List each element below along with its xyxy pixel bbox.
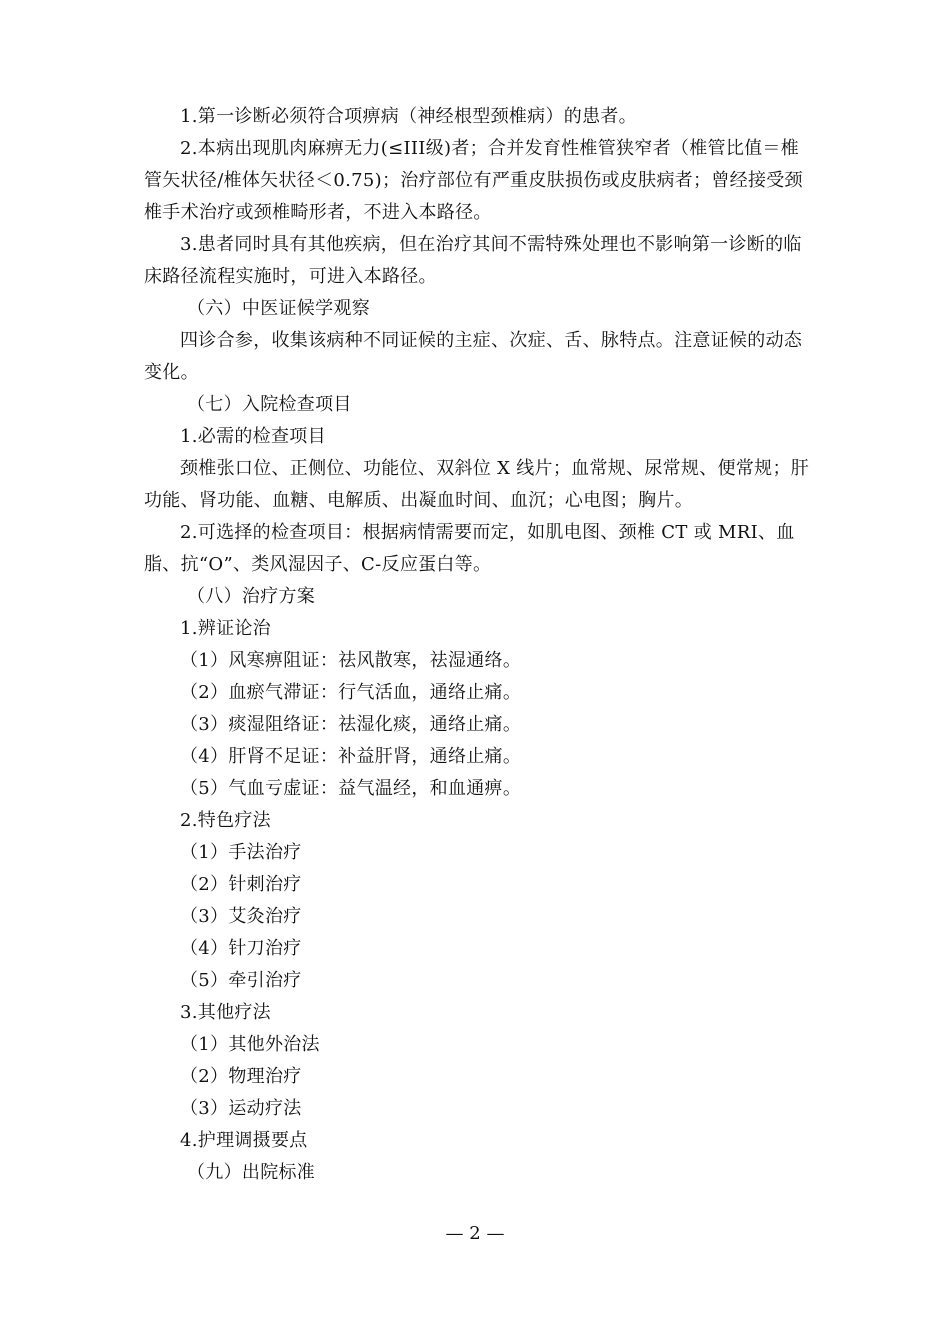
subheading-syndrome-treatment: 1.辨证论治: [180, 618, 271, 639]
subheading-nursing: 4.护理调摄要点: [180, 1130, 308, 1151]
list-item-syndrome-3: （3）痰湿阻络证：祛湿化痰，通络止痛。: [180, 714, 522, 735]
page-number: — 2 —: [445, 1223, 505, 1244]
list-item-therapy-3: （3）艾灸治疗: [180, 906, 302, 927]
paragraph-optional-tests: 2.可选择的检查项目：根据病情需要而定，如肌电图、颈椎 CT 或 MRI、血脂、抗“O”、类风湿因子、C-反应蛋白等。: [144, 522, 795, 575]
list-item-syndrome-5: （5）气血亏虚证：益气温经，和血通痹。: [180, 778, 522, 799]
list-item-syndrome-1: （1）风寒痹阻证：祛风散寒，祛湿通络。: [180, 650, 522, 671]
section-heading-6: （六）中医证候学观察: [187, 298, 370, 319]
list-item-other-2: （2）物理治疗: [180, 1066, 302, 1087]
section-heading-9: （九）出院标准: [187, 1162, 316, 1183]
paragraph-exclusion-2: 2.本病出现肌肉麻痹无力(≤III级)者；合并发育性椎管狭窄者（椎管比值＝椎管矢状径/椎体矢状径＜0.75)；治疗部位有严重皮肤损伤或皮肤病者；曾经接受颈椎手术治疗或颈椎畸形者，不进入本路径。: [144, 138, 803, 223]
paragraph-syndrome-observation: 四诊合参，收集该病种不同证候的主症、次症、舌、脉特点。注意证候的动态变化。: [144, 330, 803, 383]
list-item-syndrome-2: （2）血瘀气滞证：行气活血，通络止痛。: [180, 682, 522, 703]
list-item-therapy-5: （5）牵引治疗: [180, 970, 302, 991]
subheading-required-tests: 1.必需的检查项目: [180, 426, 326, 447]
paragraph-required-tests: 颈椎张口位、正侧位、功能位、双斜位 X 线片；血常规、尿常规、便常规；肝功能、肾功能、血糖、电解质、出凝血时间、血沉；心电图；胸片。: [144, 458, 810, 511]
list-item-syndrome-4: （4）肝肾不足证：补益肝肾，通络止痛。: [180, 746, 522, 767]
list-item-therapy-2: （2）针刺治疗: [180, 874, 302, 895]
section-heading-7: （七）入院检查项目: [187, 394, 352, 415]
paragraph-inclusion-1: 1.第一诊断必须符合项痹病（神经根型颈椎病）的患者。: [180, 106, 637, 127]
list-item-other-1: （1）其他外治法: [180, 1034, 320, 1055]
subheading-other-therapy: 3.其他疗法: [180, 1002, 271, 1023]
list-item-therapy-4: （4）针刀治疗: [180, 938, 302, 959]
paragraph-comorbidity-3: 3.患者同时具有其他疾病，但在治疗其间不需特殊处理也不影响第一诊断的临床路径流程实施时，可进入本路径。: [144, 234, 802, 287]
list-item-other-3: （3）运动疗法: [180, 1098, 302, 1119]
document-body: [144, 101, 816, 1189]
section-heading-8: （八）治疗方案: [187, 586, 316, 607]
subheading-special-therapy: 2.特色疗法: [180, 810, 271, 831]
list-item-therapy-1: （1）手法治疗: [180, 842, 302, 863]
